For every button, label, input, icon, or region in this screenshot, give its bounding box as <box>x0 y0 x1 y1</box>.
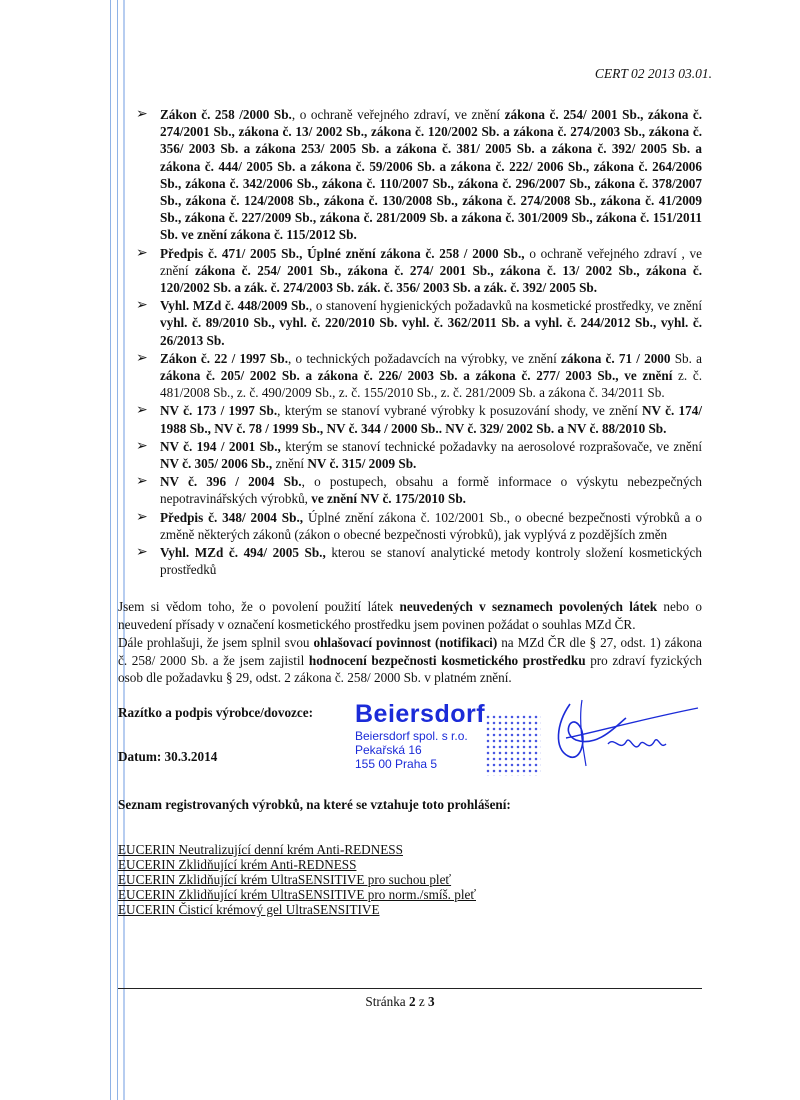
page-footer <box>0 994 800 1010</box>
product-item: EUCERIN Čisticí krémový gel UltraSENSITIVE <box>118 902 380 917</box>
text-run: , o stanovení hygienických požadavků na kosmetické prostředky, ve znění <box>308 298 702 314</box>
handwritten-signature <box>548 694 708 774</box>
text-run: znění <box>272 456 308 472</box>
page-number: 2 <box>408 994 416 1009</box>
law-item <box>136 544 702 578</box>
bullet-arrow-icon: ➢ <box>136 106 148 122</box>
text-run: o ochraně veřejného zdraví , ve znění <box>160 245 702 278</box>
law-item <box>136 473 702 507</box>
bold-text-run: NV č. 173 / 1997 Sb. <box>160 403 278 419</box>
law-item <box>136 509 702 543</box>
bold-text-run: zákona č. 254/ 2001 Sb., zákona č. 274/ 2001 Sb., zákona č. 13/ 2002 Sb., zákona č. 120/2002 Sb. a zák. č. 274/2003 Sb. zák. č. 356/ 2003 Sb. a zák. č. 392/ 2005 Sb. <box>160 262 702 296</box>
margin-line <box>123 0 125 1100</box>
stamp-dot-pattern <box>485 714 541 776</box>
bold-text-run: NV č. 396 / 2004 Sb. <box>160 474 302 490</box>
bullet-arrow-icon: ➢ <box>136 297 148 314</box>
text-run: Úplné znění zákona č. 102/2001 Sb., o obecné bezpečnosti výrobků a o změně některých zákonů (zákon o obecné bezpečnosti výrobků), jak vyplývá z pozdějších změn <box>160 509 702 542</box>
bullet-arrow-icon: ➢ <box>136 349 148 366</box>
bullet-arrow-icon: ➢ <box>136 508 148 525</box>
page-prefix: Stránka <box>365 994 409 1009</box>
stamp-signature-label: Razítko a podpis výrobce/dovozce: <box>118 705 313 720</box>
bullet-arrow-icon: ➢ <box>136 244 148 261</box>
declaration-paragraph-1 <box>118 598 702 633</box>
law-item <box>136 245 702 297</box>
text-run: nebo o neuvedení přísady v označení kosmetického prostředku jsem povinen požádat o souhlas MZd ČR. <box>118 599 702 632</box>
text-run: z. č. 481/2008 Sb., z. č. 490/2009 Sb., z. č. 155/2010 Sb., z. č. 281/2009 Sb. a zákona č. 34/2011 Sb. <box>160 368 702 401</box>
law-item <box>136 402 702 436</box>
bold-text-run: zákona č. 205/ 2002 Sb. a zákona č. 226/ 2003 Sb. a zákona č. 277/ 2003 Sb., ve znění <box>160 368 673 384</box>
company-stamp <box>355 700 545 778</box>
bold-text-run: zákona č. 254/ 2001 Sb., zákona č. 274/2001 Sb., zákona č. 13/ 2002 Sb., zákona č. 120/2002 Sb. a zákona č. 274/2003 Sb., zákona č. 356/ 2003 Sb. a zákona 253/ 2005 Sb. a zákona č. 381/ 2005 Sb. a zákona č. 392/ 2005 Sb. a zákona č. 444/ 2005 Sb. a zákona č. 59/2006 Sb. a zákona č. 222/ 2006 Sb., zákona č. 264/2006 Sb., zákona č. 342/2006 Sb., zákona č. 110/2007 Sb., zákona č. 296/2007 Sb., zákona č. 378/2007 Sb., zákona č. 124/2008 Sb., zákona č. 130/2008 Sb., zákona č. 274/2008 Sb., zákona č. 41/2009 Sb., zákona č. 227/2009 Sb., zákona č. 281/2009 Sb. a zákona č. 301/2009 Sb., zákona č. 151/2011 Sb. ve znění zákona č. 115/2012 Sb. <box>160 107 702 243</box>
product-item: EUCERIN Zklidňující krém Anti-REDNESS <box>118 857 357 872</box>
law-item <box>136 297 702 349</box>
bullet-arrow-icon: ➢ <box>136 437 148 454</box>
bold-text-run: Vyhl. MZd č. 448/2009 Sb. <box>160 298 309 314</box>
law-item <box>136 350 702 402</box>
bold-text-run: neuvedených v seznamech povolených látek <box>399 599 658 614</box>
bold-text-run: Vyhl. MZd č. 494/ 2005 Sb., <box>160 545 326 561</box>
margin-line <box>117 0 118 1100</box>
bullet-arrow-icon: ➢ <box>136 544 148 561</box>
stamp-city: 155 00 Praha 5 <box>355 757 438 771</box>
product-list-title: Seznam registrovaných výrobků, na které se vztahuje toto prohlášení: <box>118 797 511 812</box>
stamp-brand: Beiersdorf <box>355 700 486 728</box>
text-run: pro zdraví fyzických osob dle požadavku § 29, odst. 2 zákona č. 258/ 2000 Sb. v platném znění. <box>118 652 702 685</box>
footer-divider <box>118 988 702 989</box>
bold-text-run: NV č. 194 / 2001 Sb., <box>160 438 281 454</box>
bold-text-run: zákona č. 71 / 2000 <box>561 350 671 366</box>
bullet-arrow-icon: ➢ <box>136 402 148 419</box>
text-run: Dále prohlašuji, že jsem splnil svou <box>118 635 314 650</box>
product-list <box>118 842 476 917</box>
bold-text-run: NV č. 305/ 2006 Sb., <box>160 456 273 472</box>
date-value: 30.3.2014 <box>164 749 218 764</box>
margin-line <box>110 0 111 1100</box>
text-run: kterým se stanoví technické požadavky na aerosolové rozprašovače, ve znění <box>280 438 702 454</box>
bold-text-run: hodnocení bezpečnosti kosmetického prostředku <box>308 652 586 668</box>
bold-text-run: ve znění NV č. 175/2010 Sb. <box>311 491 466 507</box>
bold-text-run: NV č. 174/ 1988 Sb., NV č. 78 / 1999 Sb., NV č. 344 / 2000 Sb.. NV č. 329/ 2002 Sb. a NV č. 88/2010 Sb. <box>160 403 702 436</box>
bold-text-run: vyhl. č. 89/2010 Sb., vyhl. č. 220/2010 Sb. vyhl. č. 362/2011 Sb. a vyhl. č. 244/2012 Sb., vyhl. č. 26/2013 Sb. <box>160 315 702 348</box>
product-item: EUCERIN Neutralizující denní krém Anti-REDNESS <box>118 842 403 857</box>
text-run: , o ochraně veřejného zdraví, ve znění <box>291 107 505 122</box>
product-item: EUCERIN Zklidňující krém UltraSENSITIVE pro suchou pleť <box>118 872 452 887</box>
bold-text-run: Předpis č. 471/ 2005 Sb., Úplné znění zákona č. 258 / 2000 Sb., <box>160 245 525 261</box>
page-total: 3 <box>428 994 435 1009</box>
bold-text-run: Zákon č. 258 /2000 Sb. <box>160 107 292 122</box>
date-label: Datum: <box>118 749 165 764</box>
text-run: , o postupech, obsahu a formě informace o výskytu nebezpečných nepotravinářských výrobků, <box>160 474 702 507</box>
stamp-street: Pekařská 16 <box>355 743 422 757</box>
date-line <box>118 749 217 765</box>
bold-text-run: Zákon č. 22 / 1997 Sb. <box>160 350 289 366</box>
text-run: Jsem si vědom toho, že o povolení použití látek <box>118 599 400 614</box>
text-run: kterou se stanoví analytické metody kontroly složení kosmetických prostředků <box>160 545 702 578</box>
bullet-arrow-icon: ➢ <box>136 473 148 490</box>
law-list <box>136 106 702 579</box>
law-item <box>136 438 702 472</box>
declaration-paragraph-2 <box>118 634 702 687</box>
law-item <box>136 106 702 244</box>
stamp-company: Beiersdorf spol. s r.o. <box>355 729 468 743</box>
text-run: Sb. a <box>670 350 702 366</box>
text-run: na MZd ČR dle § 27, odst. 1) zákona č. 258/ 2000 Sb. a že jsem zajistil <box>118 635 703 668</box>
bold-text-run: Předpis č. 348/ 2004 Sb., <box>160 509 304 525</box>
page-separator: z <box>415 994 429 1009</box>
product-item: EUCERIN Zklidňující krém UltraSENSITIVE pro norm./smíš. pleť <box>118 887 476 902</box>
document-code: CERT 02 2013 03.01. <box>594 66 712 81</box>
bold-text-run: NV č. 315/ 2009 Sb. <box>307 456 417 472</box>
text-run: , kterým se stanoví vybrané výrobky k posuzování shody, ve znění <box>277 403 643 419</box>
text-run: , o technických požadavcích na výrobky, ve znění <box>288 350 561 366</box>
bold-text-run: ohlašovací povinnost (notifikaci) <box>313 635 498 650</box>
